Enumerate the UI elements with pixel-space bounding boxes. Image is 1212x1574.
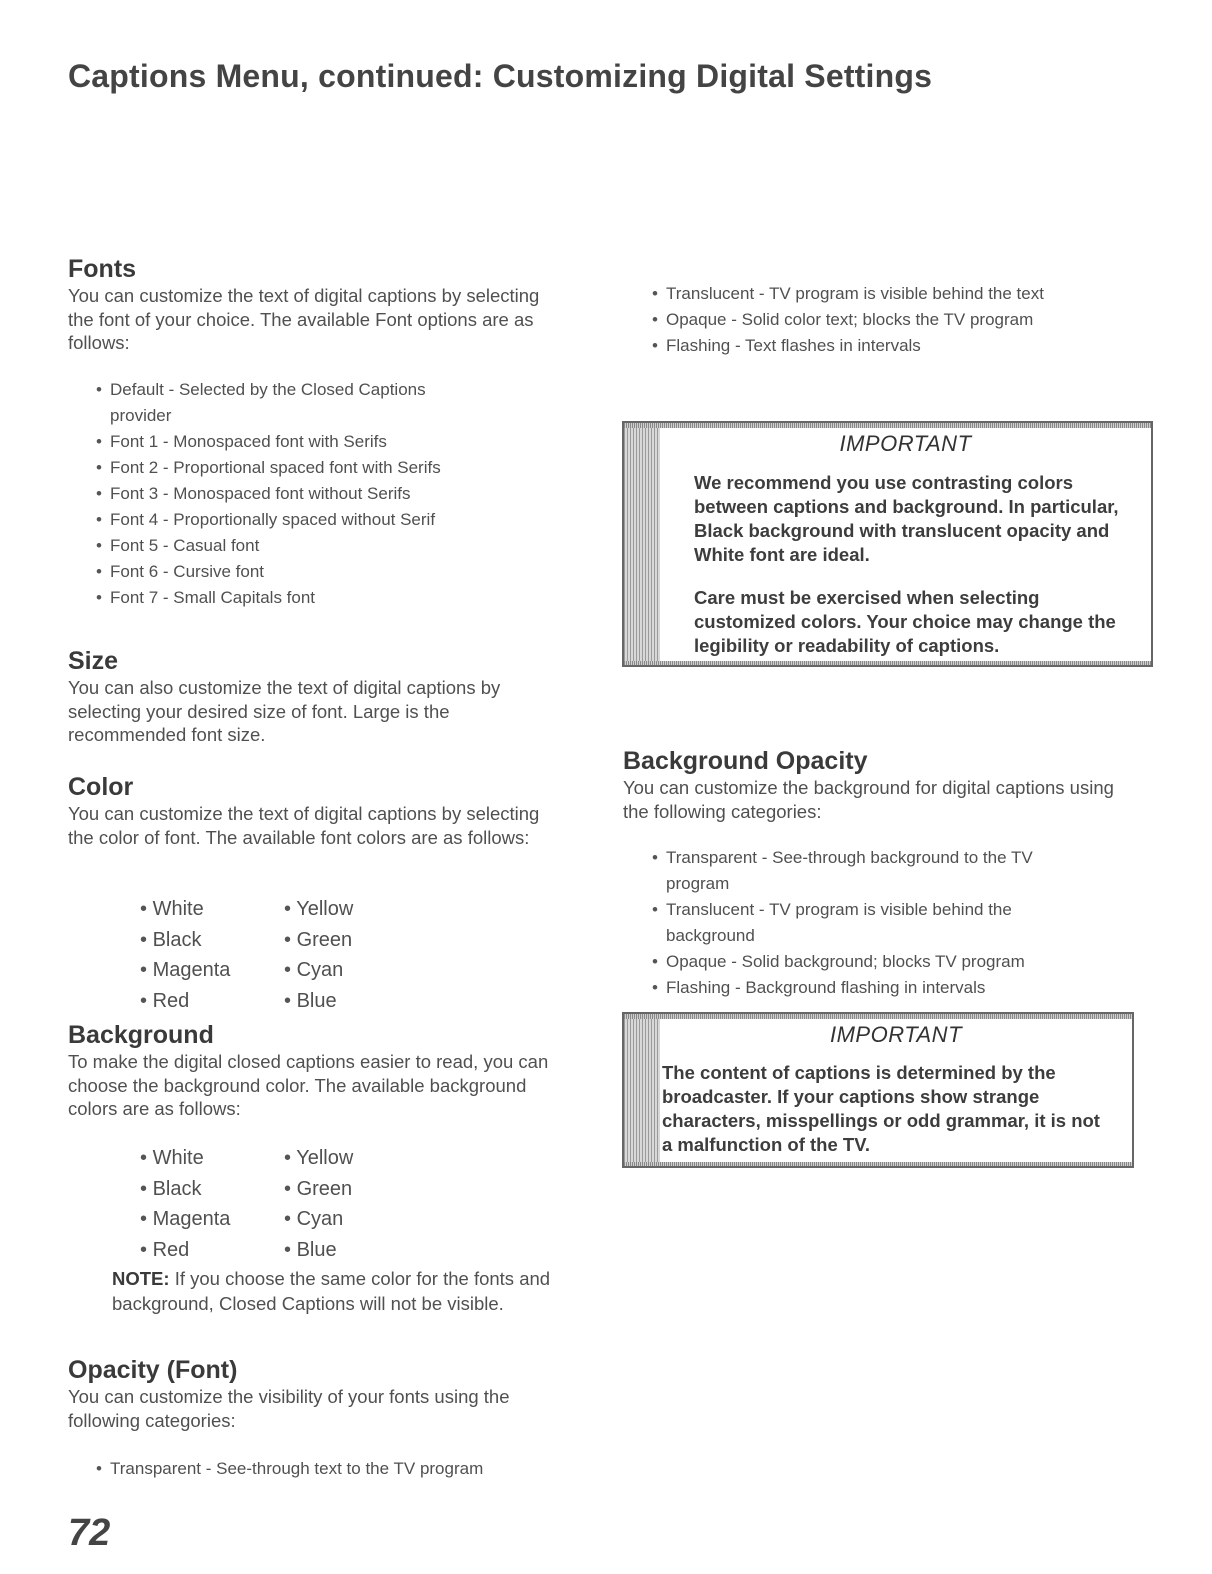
size-intro: You can also customize the text of digital captions by selecting your desired size of font. Large is the recommended font size. (68, 677, 501, 745)
list-item: • Flashing - Text flashes in intervals (652, 333, 1072, 359)
color-option: • Magenta (140, 1204, 284, 1235)
fonts-heading: Fonts (68, 255, 137, 283)
important-stripe (624, 423, 660, 665)
border-texture (624, 661, 1151, 665)
color-option: • Red (140, 986, 284, 1017)
important-title: IMPORTANT (829, 1022, 963, 1047)
fonts-list (96, 377, 476, 611)
background-heading: Background (68, 1021, 214, 1049)
color-option: • Black (140, 925, 284, 956)
list-item-text: Transparent - See-through background to the TV program (666, 848, 1033, 893)
important-text: The content of captions is determined by the broadcaster. If your captions show strange characters, misspellings or odd grammar, it is not a malfunction of the TV. (662, 1062, 1100, 1155)
color-heading: Color (68, 773, 134, 801)
font-color-options (140, 894, 404, 1016)
opacity-font-heading: Opacity (Font) (68, 1356, 238, 1384)
color-option: • Red (140, 1235, 284, 1266)
color-section (68, 772, 558, 849)
page-number: 72 (68, 1512, 111, 1554)
border-texture (624, 423, 1151, 428)
opacity-font-list-part1 (96, 1456, 566, 1482)
size-heading: Size (68, 647, 119, 675)
list-item: • Opaque - Solid background; blocks TV program (652, 949, 1072, 975)
background-section (68, 1020, 558, 1121)
page-title: Captions Menu, continued: Customizing Digital Settings (68, 58, 933, 94)
size-section (68, 646, 543, 747)
border-texture (624, 1014, 1132, 1019)
opacity-font-intro: You can customize the visibility of your fonts using the following categories: (68, 1386, 510, 1431)
list-item: • Font 7 - Small Capitals font (96, 585, 476, 611)
background-opacity-list (652, 845, 1072, 1001)
background-intro: To make the digital closed captions easier to read, you can choose the background color. The available background colors are as follows: (68, 1051, 549, 1119)
list-item: • Flashing - Background flashing in intervals (652, 975, 1072, 1001)
color-option: • Green (284, 925, 404, 956)
list-item: • Font 5 - Casual font (96, 533, 476, 559)
color-option: • Blue (284, 1235, 404, 1266)
color-option: • Magenta (140, 955, 284, 986)
list-item: • Translucent - TV program is visible behind the text (652, 281, 1072, 307)
background-opacity-heading: Background Opacity (623, 747, 868, 775)
fonts-intro: You can customize the text of digital captions by selecting the font of your choice. The available Font options are as follows: (68, 285, 540, 353)
color-option: • Yellow (284, 894, 404, 925)
list-item: • Font 3 - Monospaced font without Serifs (96, 481, 476, 507)
color-option: • White (140, 1143, 284, 1174)
important-stripe (624, 1014, 660, 1166)
important-text: Care must be exercised when selecting customized colors. Your choice may change the legibility or readability of captions. (694, 587, 1116, 656)
list-item: • Font 1 - Monospaced font with Serifs (96, 429, 476, 455)
list-item: • Transparent - See-through text to the TV program (96, 1456, 566, 1482)
important-text: We recommend you use contrasting colors between captions and background. In particular, Black background with translucent opacity and White font are ideal. (694, 472, 1119, 565)
important-box (622, 1012, 1134, 1168)
note (112, 1267, 567, 1316)
color-option: • Cyan (284, 1204, 404, 1235)
important-box (622, 421, 1153, 667)
list-item: • Opaque - Solid color text; blocks the TV program (652, 307, 1072, 333)
color-option: • Cyan (284, 955, 404, 986)
list-item: • Font 4 - Proportionally spaced without Serif (96, 507, 476, 533)
note-text: If you choose the same color for the fonts and background, Closed Captions will not be visible. (112, 1268, 551, 1314)
background-color-options (140, 1143, 404, 1265)
fonts-section (68, 254, 558, 355)
opacity-font-list-part2 (652, 281, 1072, 359)
list-item (652, 897, 1072, 949)
list-item (652, 845, 1072, 897)
background-opacity-intro: You can customize the background for digital captions using the following categories: (623, 777, 1114, 822)
background-opacity-section (623, 746, 1123, 823)
important-title: IMPORTANT (839, 431, 972, 456)
color-option: • Green (284, 1174, 404, 1205)
opacity-font-section (68, 1355, 568, 1432)
list-item: • Default - Selected by the Closed Captions provider (96, 377, 476, 429)
color-option: • Yellow (284, 1143, 404, 1174)
list-item: • Font 6 - Cursive font (96, 559, 476, 585)
border-texture (624, 1162, 1132, 1166)
color-option: • White (140, 894, 284, 925)
color-option: • Blue (284, 986, 404, 1017)
color-option: • Black (140, 1174, 284, 1205)
list-item-text: Translucent - TV program is visible behind the background (666, 900, 1012, 945)
note-label: NOTE: (112, 1268, 170, 1289)
list-item: • Font 2 - Proportional spaced font with Serifs (96, 455, 476, 481)
color-intro: You can customize the text of digital captions by selecting the color of font. The available font colors are as follows: (68, 803, 540, 848)
